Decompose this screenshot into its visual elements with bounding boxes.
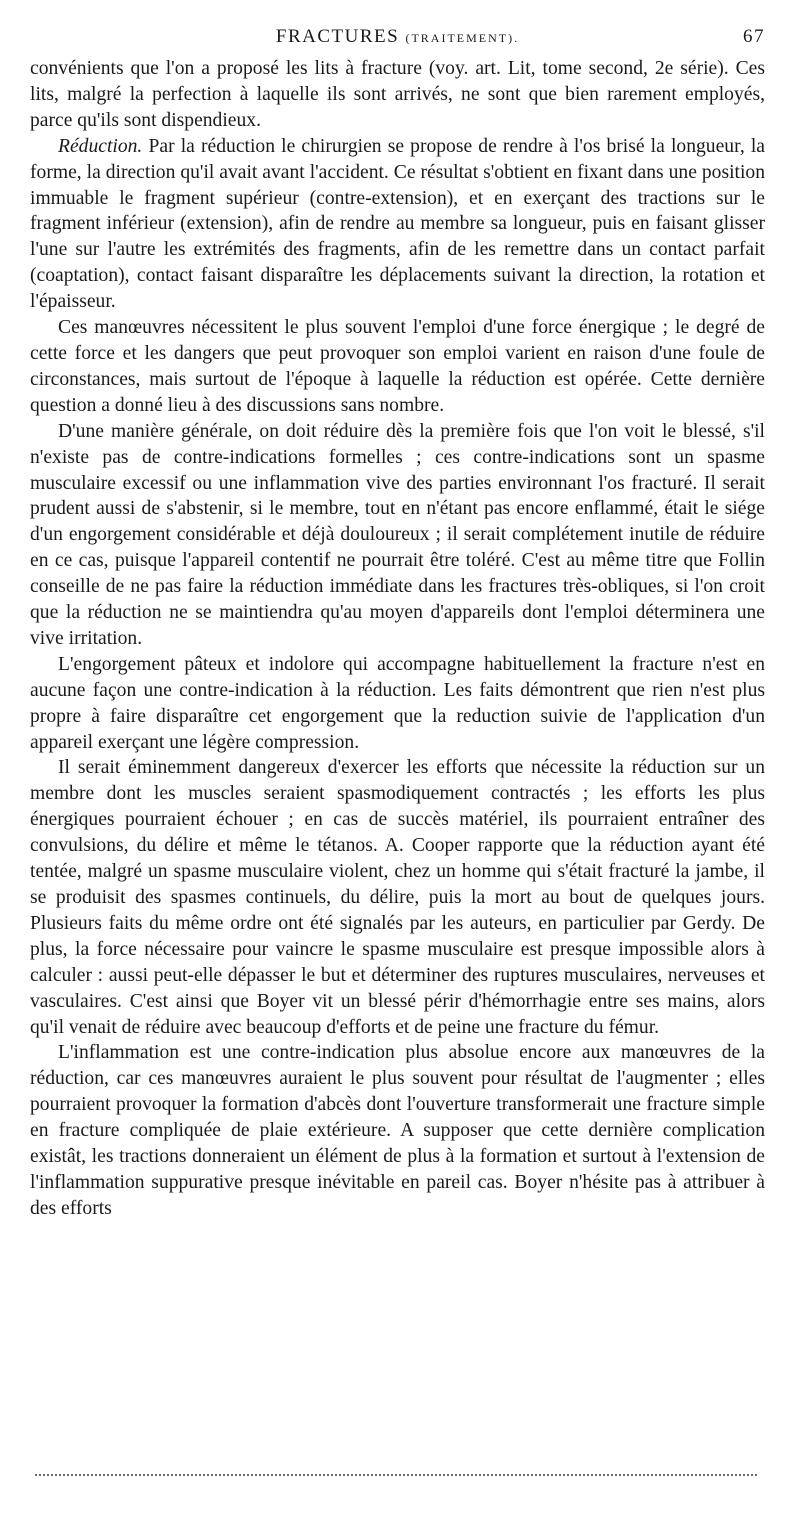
running-head (30, 26, 765, 56)
paragraph-5-text: L'engorgement pâteux et indolore qui accompagne habituellement la fracture n'est en aucune façon une contre-indication à la réduction. Les faits démontrent que rien n'est plus propre à faire disparaître cet engorgement que la reduction suivie de l'application d'un appareil exerçant une légère compression. (30, 653, 765, 753)
paragraph-2-text: Par la réduction le chirurgien se propose de rendre à l'os brisé la longueur, la forme, la direction qu'il avait avant l'accident. Ce résultat s'obtient en fixant dans une position immuable le fragment supérieur (contre-extension), et en exerçant des tractions sur le fragment inférieur (extension), afin de rendre au membre sa longueur, puis en faisant glisser l'une sur l'autre les extrémités des fragments, afin de les remettre dans un contact parfait (coaptation), contact faisant disparaître les déplacements suivant la direction, la rotation et l'épaisseur. (30, 135, 765, 313)
section-lead-reduction: Réduction. (58, 135, 143, 157)
page-number: 67 (743, 26, 765, 47)
paragraph-1-text: convénients que l'on a proposé les lits à fracture (voy. art. Lit, tome second, 2e série). Ces lits, malgré la perfection à laquelle ils sont arrivés, ne sont que bien rarement employés, parce qu'ils sont dispendieux. (30, 58, 765, 131)
paragraph-7-text: L'inflammation est une contre-indication plus absolue encore aux manœuvres de la réduction, car ces manœuvres auraient le plus souvent pour résultat de l'augmenter ; elles pourraient provoquer la formation d'abcès dont l'ouverture transformerait une fracture simple en fracture compliquée de plaie extérieure. A supposer que cette dernière complication existât, les tractions donneraient un élément de plus à la formation et surtout à l'extension de l'inflammation suppurative presque inévitable en pareil cas. Boyer n'hésite pas à attribuer à des efforts (30, 1042, 765, 1219)
footer-dotted-rule (35, 1474, 757, 1476)
paragraph-2 (30, 134, 765, 315)
paragraph-3-text: Ces manœuvres nécessitent le plus souvent l'emploi d'une force énergique ; le degré de cette force et les dangers que peut provoquer son emploi varient en raison d'une foule de circonstances, mais surtout de l'époque à laquelle la réduction est opérée. Cette dernière question a donné lieu à des discussions sans nombre. (30, 317, 765, 416)
paragraph-4 (30, 419, 765, 652)
paragraph-3 (30, 315, 765, 419)
body-text (30, 56, 765, 1222)
paragraph-1 (30, 56, 765, 134)
running-subtitle: (TRAITEMENT). (405, 31, 520, 45)
paragraph-7 (30, 1040, 765, 1221)
book-page (30, 26, 765, 1222)
running-title-text: FRACTURES (275, 26, 400, 47)
paragraph-5 (30, 652, 765, 756)
paragraph-4-text: D'une manière générale, on doit réduire dès la première fois que l'on voit le blessé, s'il n'existe pas de contre-indications formelles ; ces contre-indications sont un spasme musculaire excessif ou une inflammation vive des parties environnant l'os fracturé. Il serait prudent aussi de s'abstenir, si le membre, tout en n'étant pas encore enflammé, était le siége d'un engorgement considérable et déjà douloureux ; il serait complétement inutile de réduire en ce cas, puisque l'appareil contentif ne pourrait être toléré. C'est au même titre que Follin conseille de ne pas faire la réduction immédiate dans les fractures très-obliques, si l'on croit que la réduction ne se maintiendra qu'au moyen d'appareils dont l'emploi déterminera une vive irritation. (30, 420, 765, 649)
running-title (30, 26, 765, 48)
paragraph-6 (30, 755, 765, 1040)
paragraph-6-text: Il serait éminemment dangereux d'exercer les efforts que nécessite la réduction sur un membre dont les muscles seraient spasmodiquement contractés ; les efforts les plus énergiques pourraient échouer ; en cas de succès matériel, ils pourraient entraîner des convulsions, du délire et même le tétanos. A. Cooper rapporte que la réduction ayant été tentée, malgré un spasme musculaire violent, chez un homme qui s'était fracturé la jambe, il se produisit des spasmes continuels, du délire, puis la mort au bout de quelques jours. Plusieurs faits du même ordre ont été signalés par les auteurs, en particulier par Gerdy. De plus, la force nécessaire pour vaincre le spasme musculaire est presque impossible alors à calculer : aussi peut-elle dépasser le but et déterminer des ruptures musculaires, nerveuses et vasculaires. C'est ainsi que Boyer vit un blessé périr d'hémorrhagie entre ses mains, alors qu'il venait de réduire avec beaucoup d'efforts et de peine une fracture du fémur. (30, 757, 765, 1038)
